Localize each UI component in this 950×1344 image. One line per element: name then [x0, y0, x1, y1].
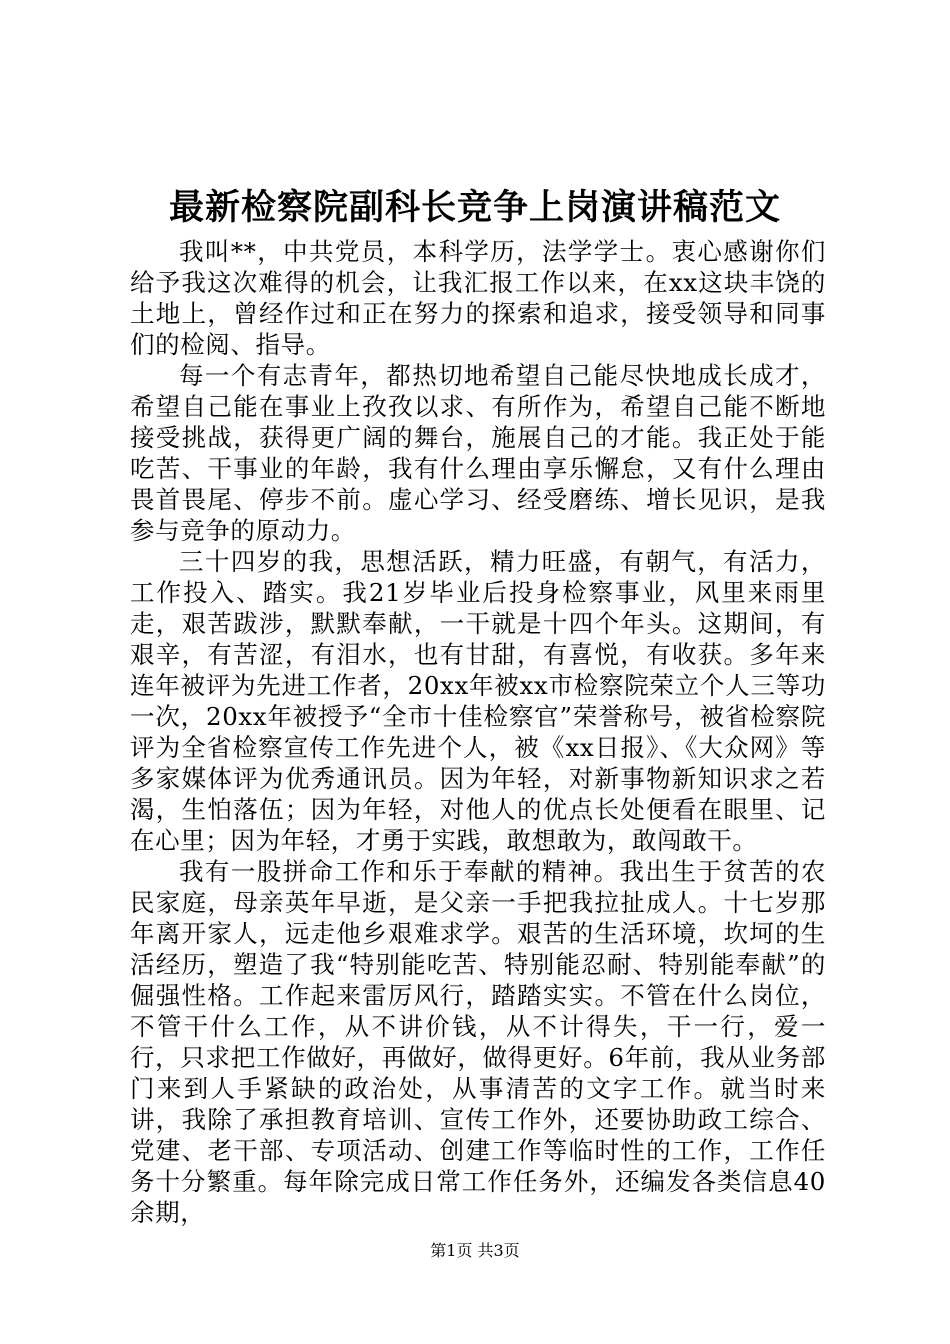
- document-body: [130, 236, 826, 1228]
- document-title: 最新检察院副科长竞争上岗演讲稿范文: [168, 187, 781, 228]
- paragraph-1: 我叫**，中共党员，本科学历，法学学士。衷心感谢你们给予我这次难得的机会，让我汇报工作以来，在xx这块丰饶的土地上，曾经作过和正在努力的探索和追求，接受领导和同事们的检阅、指导。: [130, 237, 826, 359]
- page-number-footer: 第1页 共3页: [430, 1241, 520, 1260]
- paragraph-2: 每一个有志青年，都热切地希望自己能尽快地成长成才，希望自己能在事业上孜孜以求、有所作为，希望自己能不断地接受挑战，获得更广阔的舞台，施展自己的才能。我正处于能吃苦、干事业的年龄，我有什么理由享乐懈怠，又有什么理由畏首畏尾、停步不前。虚心学习、经受磨练、增长见识，是我参与竞争的原动力。: [130, 361, 826, 545]
- paragraph-3: 三十四岁的我，思想活跃，精力旺盛，有朝气，有活力，工作投入、踏实。我21岁毕业后投身检察事业，风里来雨里走，艰苦跋涉，默默奉献，一干就是十四个年头。这期间，有艰辛，有苦涩，有泪水，也有甘甜，有喜悦，有收获。多年来连年被评为先进工作者，20xx年被xx市检察院荣立个人三等功一次，20xx年被授予“全市十佳检察官”荣誉称号，被省检察院评为全省检察宣传工作先进个人，被《xx日报》、《大众网》等多家媒体评为优秀通讯员。因为年轻，对新事物新知识求之若渴，生怕落伍；因为年轻，对他人的优点长处便看在眼里、记在心里；因为年轻，才勇于实践，敢想敢为，敢闯敢干。: [130, 547, 826, 855]
- paragraph-4: 我有一股拼命工作和乐于奉献的精神。我出生于贫苦的农民家庭，母亲英年早逝，是父亲一手把我拉扯成人。十七岁那年离开家人，远走他乡艰难求学。艰苦的生活环境，坎坷的生活经历，塑造了我“特别能吃苦、特别能忍耐、特别能奉献”的倔强性格。工作起来雷厉风行，踏踏实实。不管在什么岗位，不管干什么工作，从不讲价钱，从不计得失，干一行，爱一行，只求把工作做好，再做好，做得更好。6年前，我从业务部门来到人手紧缺的政治处，从事清苦的文字工作。就当时来讲，我除了承担教育培训、宣传工作外，还要协助政工综合、党建、老干部、专项活动、创建工作等临时性的工作，工作任务十分繁重。每年除完成日常工作任务外，还编发各类信息40余期，: [130, 857, 826, 1227]
